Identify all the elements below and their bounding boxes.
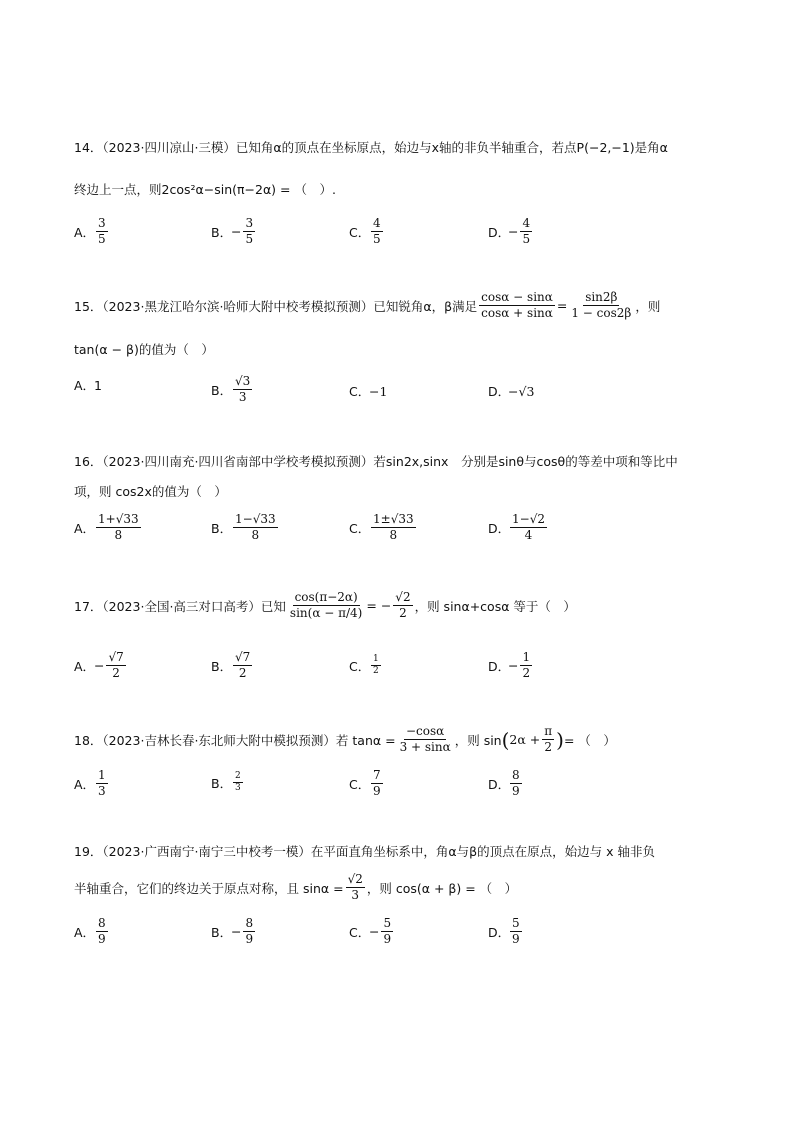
q15-stem-line1: 15．（2023·黑龙江哈尔滨·哈师大附中校考模拟预测）已知锐角α，β满足 $\frac{\cos\alpha - \sin\alpha}{\cos\alpha + \sin\alpha}$ = $\frac{\sin 2\beta}{1 - \cos 2\beta}$ ，则	[74, 290, 661, 320]
q18-stem: 18．（2023·吉林长春·东北师大附中模拟预测）若 tanα = $\frac{-\cos\alpha}{3 + \sin\alpha}$ ，则 sin ( 2α + $\frac{\pi}{2}$ ) = （ ）	[74, 724, 616, 754]
q16-option-a[interactable]: A． 1+√33 8	[74, 512, 139, 542]
q16-option-b[interactable]: B． 1−√33 8	[211, 512, 276, 542]
q16-option-c[interactable]: C． 1±√33 8	[349, 512, 414, 542]
q17-option-c[interactable]: C． 1 2	[349, 654, 379, 676]
q16-option-d[interactable]: D． 1−√2 4	[488, 512, 545, 542]
q19-stem-line2: 半轴重合，它们的终边关于原点对称，且 sinα = $\frac{√2}{3}$ ，则 cos(α + β) = （ ）	[74, 872, 518, 902]
q19-option-b[interactable]: B． − $\frac{8}{9}$	[211, 916, 254, 946]
q14-option-a[interactable]: A． 3 5	[74, 216, 106, 246]
q14-stem-line1: 14．（2023·四川凉山·三模）已知角α的顶点在坐标原点，始边与x轴的非负半轴重合，若点P(−2,−1)是角α	[74, 140, 668, 155]
q15-option-c[interactable]: C． −1	[349, 383, 388, 399]
q16-stem-line2: 项，则 cos2x的值为（ ）	[74, 484, 227, 499]
q17-option-a[interactable]: A． − $\frac{√7}{2}$	[74, 650, 124, 680]
q18-option-b[interactable]: B． 2 3	[211, 771, 241, 793]
q15-option-b[interactable]: B． √3 3	[211, 374, 251, 404]
q14-stem-line2: 终边上一点，则2cos²α−sin(π−2α) = （ ）.	[74, 182, 336, 197]
q19-option-d[interactable]: D． 5 9	[488, 916, 520, 946]
q17-option-b[interactable]: B． √7 2	[211, 650, 251, 680]
q18-option-a[interactable]: A． 1 3	[74, 768, 106, 798]
q14-option-b[interactable]: B． − $\frac{3}{5}$	[211, 216, 254, 246]
q17-stem: 17．（2023·全国·高三对口高考）已知 $\frac{\cos(\pi-2\alpha)}{\sin(\alpha - \pi/4)}$ = − $\frac{√2}{2}$ ，则 sinα+cosα 等于（ ）	[74, 590, 576, 620]
q17-option-d[interactable]: D． − $\frac{1}{2}$	[488, 650, 531, 680]
q19-stem-line1: 19．（2023·广西南宁·南宁三中校考一模）在平面直角坐标系中，角α与β的顶点在原点，始边与 x 轴非负	[74, 844, 655, 859]
q14-option-d[interactable]: D． − $\frac{4}{5}$	[488, 216, 531, 246]
q16-stem-line1: 16．（2023·四川南充·四川省南部中学校考模拟预测）若sin2x,sinx 分别是sinθ与cosθ的等差中项和等比中	[74, 454, 678, 469]
q18-option-c[interactable]: C． 7 9	[349, 768, 381, 798]
q18-option-d[interactable]: D． 8 9	[488, 768, 520, 798]
q15-stem-line2: tan(α − β)的值为（ ）	[74, 342, 214, 357]
q19-option-c[interactable]: C． − $\frac{5}{9}$	[349, 916, 392, 946]
q19-option-a[interactable]: A． 8 9	[74, 916, 106, 946]
q14-option-c[interactable]: C． 4 5	[349, 216, 381, 246]
q15-option-d[interactable]: D． −√3	[488, 383, 535, 399]
q15-option-a[interactable]: A． 1	[74, 377, 102, 393]
